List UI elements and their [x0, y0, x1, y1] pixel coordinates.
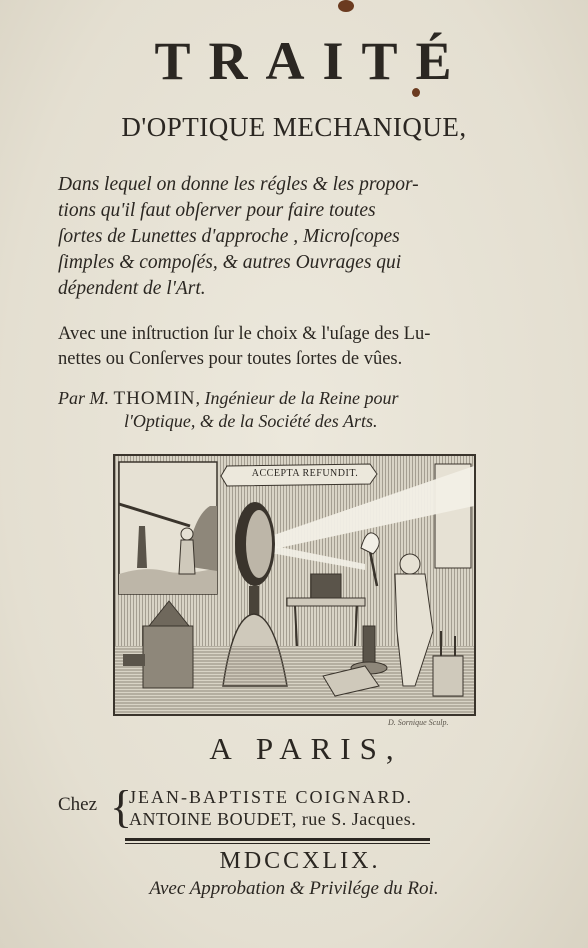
printer-name: ANTOINE BOUDET, rue S. Jacques.	[129, 809, 417, 829]
author-name: THOMIN	[113, 388, 196, 409]
printers-block	[129, 786, 416, 830]
printer-name: JEAN-BAPTISTE COIGNARD.	[129, 787, 413, 807]
author-block	[58, 387, 498, 433]
author-line-1	[58, 387, 498, 410]
banner-motto: ACCEPTA REFUNDIT.	[251, 468, 359, 479]
small-device	[433, 656, 463, 696]
description-paragraph	[58, 172, 498, 302]
engraved-illustration	[113, 454, 476, 716]
imprint-city: A PARIS,	[209, 731, 403, 766]
chez-label: Chez	[58, 794, 98, 815]
description-line: tions qu'il faut obſerver pour faire toutes	[58, 200, 376, 221]
floor-candle	[363, 626, 375, 666]
table	[287, 598, 365, 606]
engraving-drawing	[115, 456, 474, 714]
description-line: dépendent de l'Art.	[58, 278, 206, 299]
cherub-left	[179, 540, 195, 574]
double-rule-thin	[125, 843, 430, 844]
author-line-2: l'Optique, & de la Société des Arts.	[124, 411, 378, 431]
publication-year: MDCCXLIX.	[219, 848, 381, 874]
lantern-box	[143, 626, 193, 688]
book-title: TRAITÉ	[154, 31, 470, 91]
privilege-line: Avec Approbation & Privilége du Roi.	[149, 878, 439, 899]
instruction-line: Avec une inſtruction ſur le choix & l'uſage des Lu-	[58, 324, 431, 344]
curly-brace: {	[110, 781, 133, 832]
instruction-line: nettes ou Conſerves pour toutes ſortes de vûes.	[58, 349, 403, 369]
box-on-table	[311, 574, 341, 598]
description-line: Dans lequel on donne les régles & les propor-	[58, 174, 419, 195]
book-subtitle: D'OPTIQUE MECHANIQUE,	[121, 112, 467, 142]
cherub-head	[400, 554, 420, 574]
description-line: ſortes de Lunettes d'approche , Microſcopes	[58, 226, 400, 247]
author-prefix: Par M.	[58, 388, 109, 408]
description-line: ſimples & compoſés, & autres Ouvrages qui	[58, 252, 402, 273]
author-title: , Ingénieur de la Reine pour	[195, 388, 399, 408]
double-rule-thick	[125, 838, 430, 841]
instruction-paragraph	[58, 322, 498, 372]
landscape	[119, 568, 217, 594]
engraver-signature: D. Sornique Sculp.	[388, 718, 449, 727]
ink-stain	[338, 0, 354, 12]
